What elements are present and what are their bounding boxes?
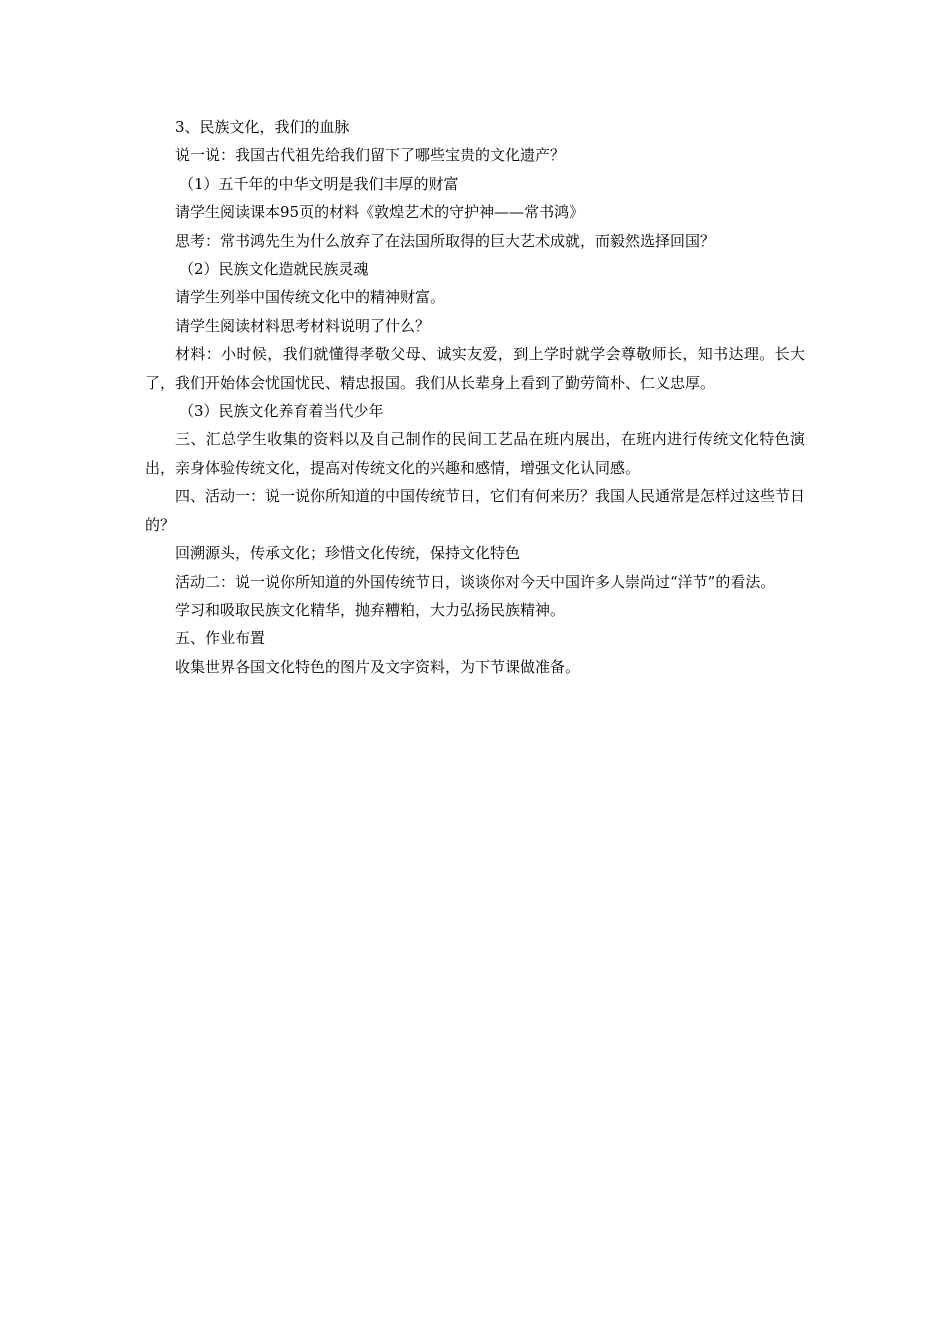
activity-two: 活动二：说一说你所知道的外国传统节日，谈谈你对今天中国许多人崇尚过“洋节”的看法。	[175, 572, 776, 591]
subheading-3: （3）民族文化养育着当代少年	[179, 402, 384, 421]
material-question: 请学生阅读材料思考材料说明了什么？	[175, 316, 431, 335]
section-five-homework-heading: 五、作业布置	[175, 629, 266, 648]
subheading-2: （2）民族文化造就民族灵魂	[179, 260, 369, 279]
document-body	[145, 113, 805, 681]
section-four-activity-one: 四、活动一：说一说你所知道的中国传统节日，它们有何来历？我国人民通常是怎样过这些节日的？	[145, 487, 806, 534]
section-three: 三、汇总学生收集的资料以及自己制作的民间工艺品在班内展出，在班内进行传统文化特色演出，亲身体验传统文化，提高对传统文化的兴趣和感情，增强文化认同感。	[145, 430, 805, 477]
material-text: 材料：小时候，我们就懂得孝敬父母、诚实友爱，到上学时就学会尊敬师长，知书达理。长大了，我们开始体会忧国忧民、精忠报国。我们从长辈身上看到了勤劳简朴、仁义忠厚。	[145, 345, 805, 392]
discussion-prompt: 说一说：我国古代祖先给我们留下了哪些宝贵的文化遗产？	[175, 146, 566, 165]
thinking-question: 思考：常书鸿先生为什么放弃了在法国所取得的巨大艺术成就，而毅然选择回国？	[175, 231, 716, 250]
reading-instruction: 请学生阅读课本95页的材料《敦煌艺术的守护神——常书鸿》	[175, 203, 585, 222]
homework-text: 收集世界各国文化特色的图片及文字资料，为下节课做准备。	[175, 657, 581, 676]
activity-two-summary: 学习和吸取民族文化精华，抛弃糟粕，大力弘扬民族精神。	[175, 600, 566, 619]
list-instruction: 请学生列举中国传统文化中的精神财富。	[175, 288, 446, 307]
activity-one-summary: 回溯源头，传承文化；珍惜文化传统，保持文化特色	[175, 544, 521, 563]
subheading-1: （1）五千年的中华文明是我们丰厚的财富	[179, 174, 459, 193]
section-heading-ethnic-culture: 3、民族文化，我们的血脉	[175, 118, 350, 136]
